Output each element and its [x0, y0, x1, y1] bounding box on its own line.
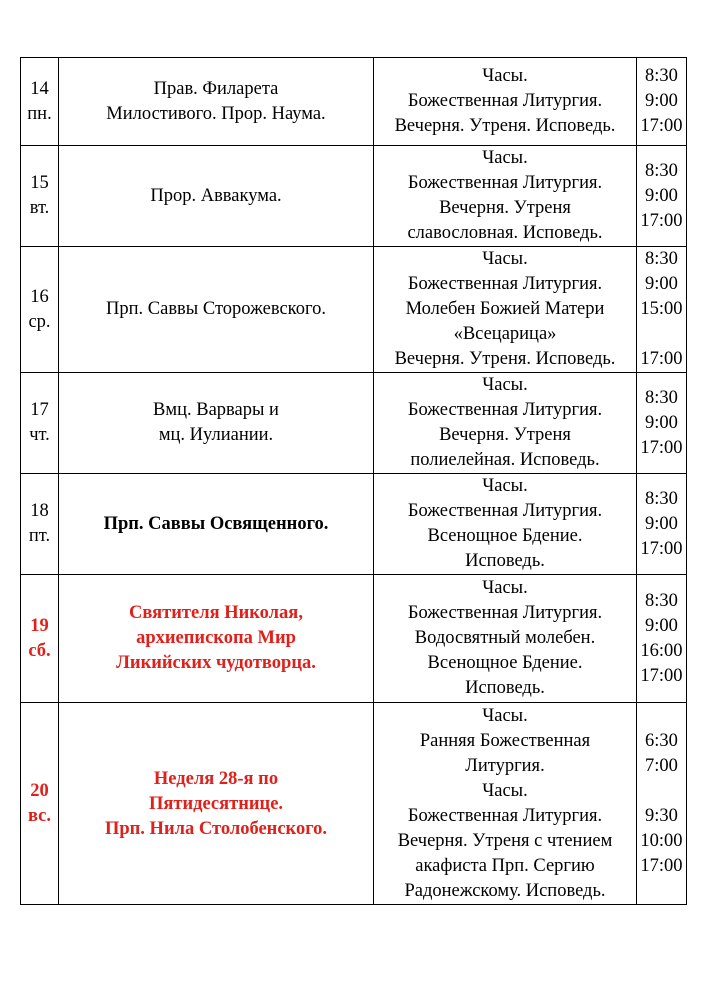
times-cell: [637, 575, 687, 703]
weekday: вт.: [29, 198, 50, 218]
service-time: 7:00: [645, 755, 678, 776]
day-number: 19: [30, 615, 49, 636]
service-time: 8:30: [645, 590, 678, 611]
feast-line: Пятидесятнице.: [148, 793, 284, 814]
service-time: 17:00: [640, 665, 683, 686]
feast-line: Прор. Аввакума.: [150, 185, 282, 206]
day-number: 17: [30, 400, 49, 420]
service-time: 8:30: [645, 488, 678, 509]
day-number: 20: [30, 780, 49, 801]
service-time: 9:00: [645, 412, 678, 433]
times-cell: [637, 474, 687, 575]
service-line: Часы.: [482, 780, 528, 801]
feast-line: Ликийских чудотворца.: [116, 653, 316, 673]
service-line: полиелейная. Исповедь.: [410, 450, 600, 470]
day-number: 14: [30, 78, 49, 99]
service-time: 17:00: [640, 855, 683, 876]
service-time: 17:00: [640, 538, 683, 559]
service-time: 9:00: [645, 91, 678, 111]
feast-line: Неделя 28-я по: [153, 768, 279, 789]
times-cell: [637, 247, 687, 373]
services-cell: [374, 373, 637, 474]
services-cell: [374, 575, 637, 703]
service-line: Часы.: [482, 66, 528, 86]
schedule-row-14: [21, 58, 687, 146]
service-line: Божественная Литургия.: [407, 400, 603, 420]
feast-subtitle: Прп. Нила Столобенского.: [104, 818, 328, 839]
service-time: 17:00: [640, 210, 683, 231]
service-line: Водосвятный молебен.: [414, 628, 596, 648]
service-line: Божественная Литургия.: [407, 173, 603, 193]
service-line: Божественная Литургия.: [407, 91, 603, 111]
service-time: 9:00: [645, 513, 678, 534]
service-time: 9:00: [645, 615, 678, 636]
service-line: Исповедь.: [465, 678, 545, 698]
service-time: 17:00: [640, 437, 683, 458]
service-line: Исповедь.: [465, 551, 545, 571]
schedule-row-18: [21, 474, 687, 575]
service-line: «Всецарица»: [453, 324, 557, 344]
services-schedule-table: [20, 57, 687, 905]
time-spacer: [637, 322, 686, 347]
times-cell: [637, 373, 687, 474]
service-line: Божественная Литургия.: [407, 805, 603, 826]
service-time: 8:30: [645, 249, 678, 269]
service-line: Вечерня. Утреня: [439, 425, 571, 445]
day-number: 18: [30, 501, 49, 521]
service-line: Радонежскому. Исповедь.: [404, 880, 606, 901]
feast-cell: [59, 575, 374, 703]
service-line: Божественная Литургия.: [407, 501, 603, 521]
feast-line: Вмц. Варвары и: [153, 400, 279, 420]
service-time: 9:00: [645, 274, 678, 294]
service-line: Вечерня. Утреня с чтением: [397, 830, 613, 851]
times-cell: [637, 703, 687, 905]
service-line: Литургия.: [465, 755, 545, 776]
weekday: вс.: [27, 805, 52, 826]
service-time: 8:30: [645, 387, 678, 408]
feast-line: Прав. Филарета: [153, 78, 279, 99]
feast-cell: [59, 474, 374, 575]
service-time: 17:00: [640, 349, 683, 369]
service-line: Часы.: [482, 375, 528, 395]
schedule-row-20: [21, 703, 687, 905]
day-cell: [21, 703, 59, 905]
times-cell: [637, 146, 687, 247]
weekday: ср.: [28, 311, 51, 332]
service-line: Вечерня. Утреня. Исповедь.: [394, 116, 616, 136]
time-spacer: [637, 779, 686, 804]
day-cell: [21, 474, 59, 575]
feast-line: Прп. Саввы Сторожевского.: [106, 299, 326, 319]
day-cell: [21, 146, 59, 247]
service-time: 10:00: [640, 830, 683, 851]
weekday: чт.: [29, 425, 50, 445]
service-time: 8:30: [645, 160, 678, 181]
service-time: 6:30: [645, 730, 678, 751]
feast-cell: [59, 146, 374, 247]
feast-line: Прп. Саввы Освященного.: [103, 513, 329, 534]
service-time: 8:30: [645, 66, 678, 86]
service-line: Божественная Литургия.: [407, 603, 603, 623]
feast-line: Милостивого. Прор. Наума.: [106, 103, 326, 124]
weekday: пт.: [28, 526, 51, 546]
day-cell: [21, 373, 59, 474]
feast-cell: [59, 58, 374, 146]
feast-cell: [59, 373, 374, 474]
service-time: 17:00: [640, 116, 683, 136]
day-cell: [21, 575, 59, 703]
day-cell: [21, 247, 59, 373]
feast-line: мц. Иулиании.: [158, 425, 274, 445]
service-line: Часы.: [482, 476, 528, 496]
day-number: 15: [30, 173, 49, 193]
service-line: Часы.: [482, 148, 528, 168]
service-line: акафиста Прп. Сергию: [415, 855, 595, 876]
service-time: 9:00: [645, 185, 678, 206]
weekday: пн.: [27, 103, 52, 124]
schedule-row-16: [21, 247, 687, 373]
service-line: Божественная Литургия.: [407, 274, 603, 294]
times-cell: [637, 58, 687, 146]
service-time: 16:00: [640, 640, 683, 661]
feast-line: архиепископа Мир: [136, 628, 296, 648]
services-cell: [374, 58, 637, 146]
service-line: Часы.: [482, 249, 528, 269]
service-line: Часы.: [482, 705, 528, 726]
feast-cell: [59, 703, 374, 905]
day-number: 16: [30, 286, 49, 307]
feast-line: Святителя Николая,: [129, 603, 303, 623]
service-line: славословная. Исповедь.: [407, 223, 603, 243]
schedule-row-15: [21, 146, 687, 247]
service-time: 9:30: [645, 805, 678, 826]
service-line: Всенощное Бдение.: [427, 653, 583, 673]
service-line: Ранняя Божественная: [419, 730, 591, 751]
schedule-row-19: [21, 575, 687, 703]
services-cell: [374, 474, 637, 575]
service-line: Часы.: [482, 578, 528, 598]
service-line: Всенощное Бдение.: [427, 526, 583, 546]
service-line: Молебен Божией Матери: [405, 299, 605, 319]
weekday: сб.: [28, 640, 51, 661]
service-time: 15:00: [640, 299, 683, 319]
services-cell: [374, 703, 637, 905]
day-cell: [21, 58, 59, 146]
services-cell: [374, 146, 637, 247]
service-line: Вечерня. Утреня: [439, 198, 571, 218]
feast-cell: [59, 247, 374, 373]
schedule-row-17: [21, 373, 687, 474]
service-line: Вечерня. Утреня. Исповедь.: [394, 349, 616, 369]
services-cell: [374, 247, 637, 373]
